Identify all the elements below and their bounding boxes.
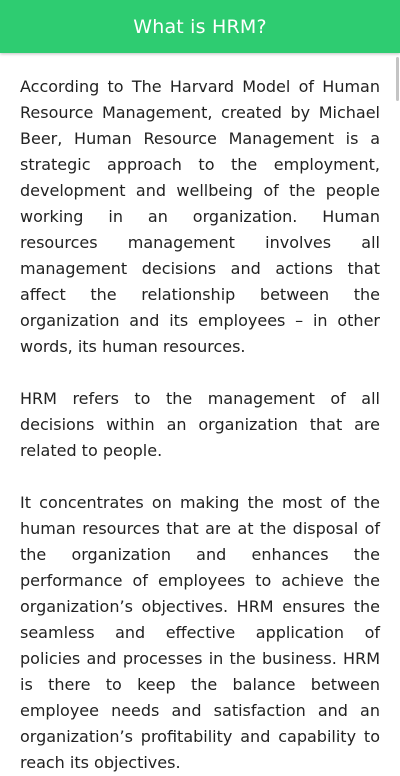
page-title: What is HRM? [133,15,267,38]
article-paragraph-3: It concentrates on making the most of the human resources that are at the disposal of the organization and enhances the performance of employees to achieve the organization’s objectives. HRM ensures the seamless and effective application of policies and processes in the business. HRM is there to keep the balance between employee needs and satisfaction and an organization’s profitability and capability to reach its objectives. [20,493,380,772]
scrollbar-thumb[interactable] [396,57,399,101]
article-paragraph-1: According to The Harvard Model of Human Resource Management, created by Michael Beer, Human Resource Management is a strategic approach to the employment, development and wellbeing of the people working in an organization. Human resources management involves all management decisions and actions that affect the relationship between the organization and its employees – in other words, its human resources. [20,77,380,356]
app-bar [0,0,400,53]
article-paragraph-2: HRM refers to the management of all decisions within an organization that are related to people. [20,389,380,460]
article-scroll-view[interactable] [0,53,400,772]
article-body [0,53,400,776]
